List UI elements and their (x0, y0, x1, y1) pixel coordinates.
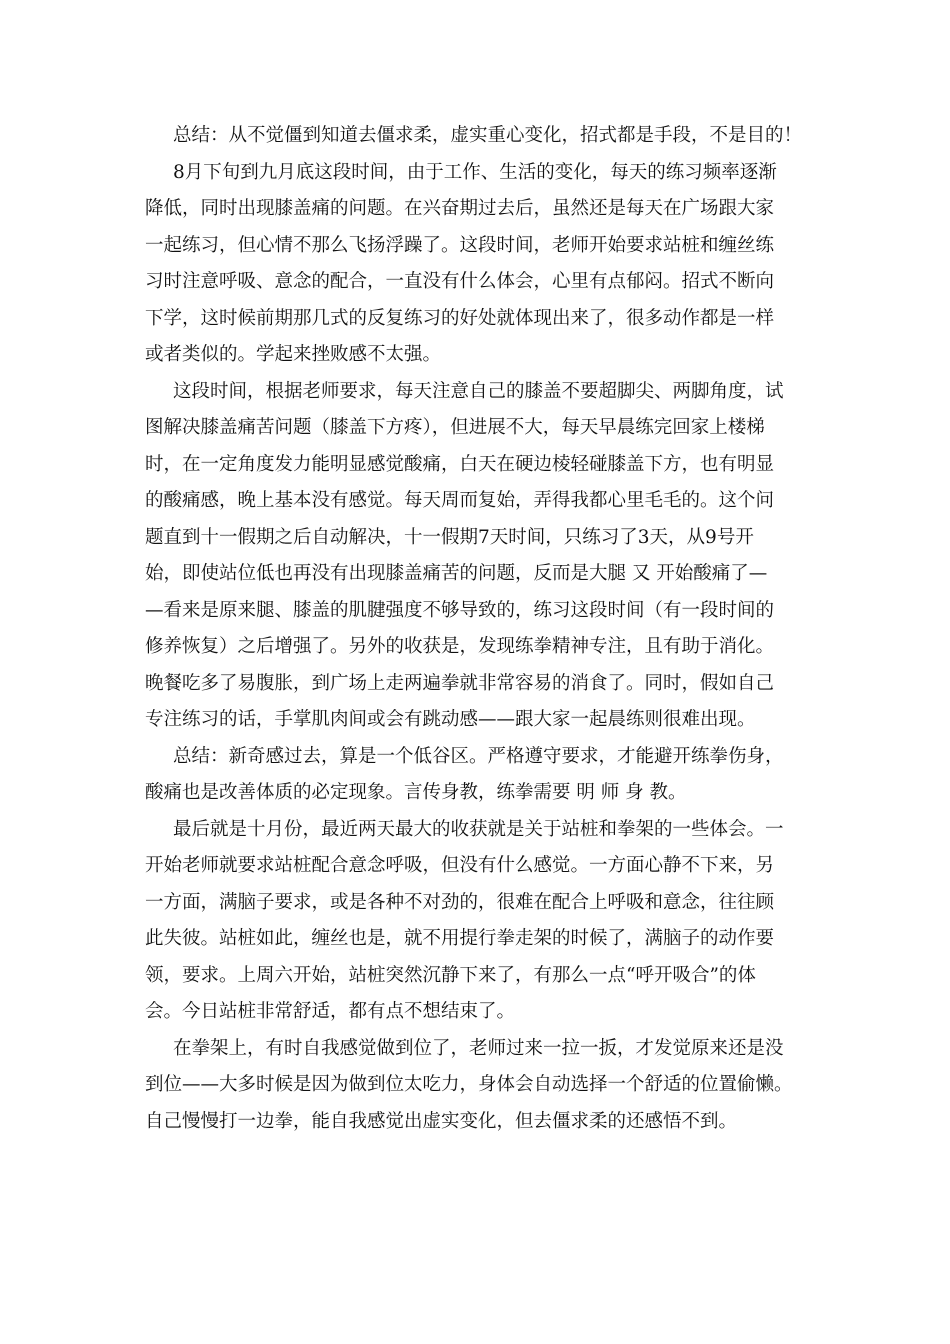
text-line: —看来是原来腿、膝盖的肌腱强度不够导致的，练习这段时间（有一段时间的 (145, 599, 775, 621)
text-line: 始，即使站位低也再没有出现膝盖痛苦的问题，反而是大腿 又 开始酸痛了— (145, 563, 768, 584)
text-line: 时，在一定角度发力能明显感觉酸痛，白天在硬边棱轻碰膝盖下方，也有明显 (145, 453, 775, 475)
text-line: 图解决膝盖痛苦问题（膝盖下方疼），但进展不大，每天早晨练完回家上楼梯 (145, 417, 765, 438)
text-line: 修养恢复）之后增强了。另外的收获是，发现练拳精神专注，且有助于消化。 (145, 636, 775, 657)
text-line: 此失彼。站桩如此，缠丝也是，就不用提行拳走架的时候了，满脑子的动作要 (145, 928, 775, 949)
text-line: 到位——大多时候是因为做到位太吃力，身体会自动选择一个舒适的位置偷懒。 (145, 1074, 793, 1095)
document-body (145, 118, 807, 1140)
text-line: 总结：从不觉僵到知道去僵求柔，虚实重心变化，招式都是手段，不是目的！ (173, 125, 803, 146)
text-line: 自己慢慢打一边拳，能自我感觉出虚实变化，但去僵求柔的还感悟不到。 (145, 1110, 738, 1132)
text-line: 这段时间，根据老师要求，每天注意自己的膝盖不要超脚尖、两脚角度，试 (173, 380, 784, 402)
text-line: 习时注意呼吸、意念的配合，一直没有什么体会，心里有点郁闷。招式不断向 (145, 271, 775, 292)
text-line: 题直到十一假期之后自动解决，十一假期7天时间，只练习了3天，从9号开 (145, 526, 754, 548)
text-line: 8月下旬到九月底这段时间，由于工作、生活的变化，每天的练习频率逐渐 (173, 161, 777, 183)
text-line: 领，要求。上周六开始，站桩突然沉静下来了，有那么一点“呼开吸合”的体 (145, 964, 756, 986)
text-line: 酸痛也是改善体质的必定现象。言传身教，练拳需要 明 师 身 教。 (145, 782, 687, 803)
text-line: 的酸痛感，晚上基本没有感觉。每天周而复始，弄得我都心里毛毛的。这个问 (145, 490, 775, 511)
text-line: 开始老师就要求站桩配合意念呼吸，但没有什么感觉。一方面心静不下来，另 (145, 855, 775, 876)
text-line: 最后就是十月份，最近两天最大的收获就是关于站桩和拳架的一些体会。一 (173, 818, 784, 840)
text-line: 专注练习的话，手掌肌肉间或会有跳动感——跟大家一起晨练则很难出现。 (145, 709, 756, 730)
text-line: 一方面，满脑子要求，或是各种不对劲的，很难在配合上呼吸和意念，往往顾 (145, 891, 775, 913)
text-line: 晚餐吃多了易腹胀，到广场上走两遍拳就非常容易的消食了。同时，假如自己 (145, 672, 775, 694)
text-line: 或者类似的。学起来挫败感不太强。 (145, 344, 442, 365)
text-line: 会。今日站桩非常舒适，都有点不想结束了。 (145, 1001, 516, 1022)
document-page (145, 118, 807, 1140)
text-line: 在拳架上，有时自我感觉做到位了，老师过来一拉一扳，才发觉原来还是没 (173, 1037, 784, 1059)
text-line: 一起练习，但心情不那么飞扬浮躁了。这段时间，老师开始要求站桩和缠丝练 (145, 234, 775, 256)
text-line: 总结：新奇感过去，算是一个低谷区。严格遵守要求，才能避开练拳伤身， (173, 745, 784, 767)
text-line: 降低，同时出现膝盖痛的问题。在兴奋期过去后，虽然还是每天在广场跟大家 (145, 198, 775, 219)
text-line: 下学，这时候前期那几式的反复练习的好处就体现出来了，很多动作都是一样 (145, 307, 775, 329)
